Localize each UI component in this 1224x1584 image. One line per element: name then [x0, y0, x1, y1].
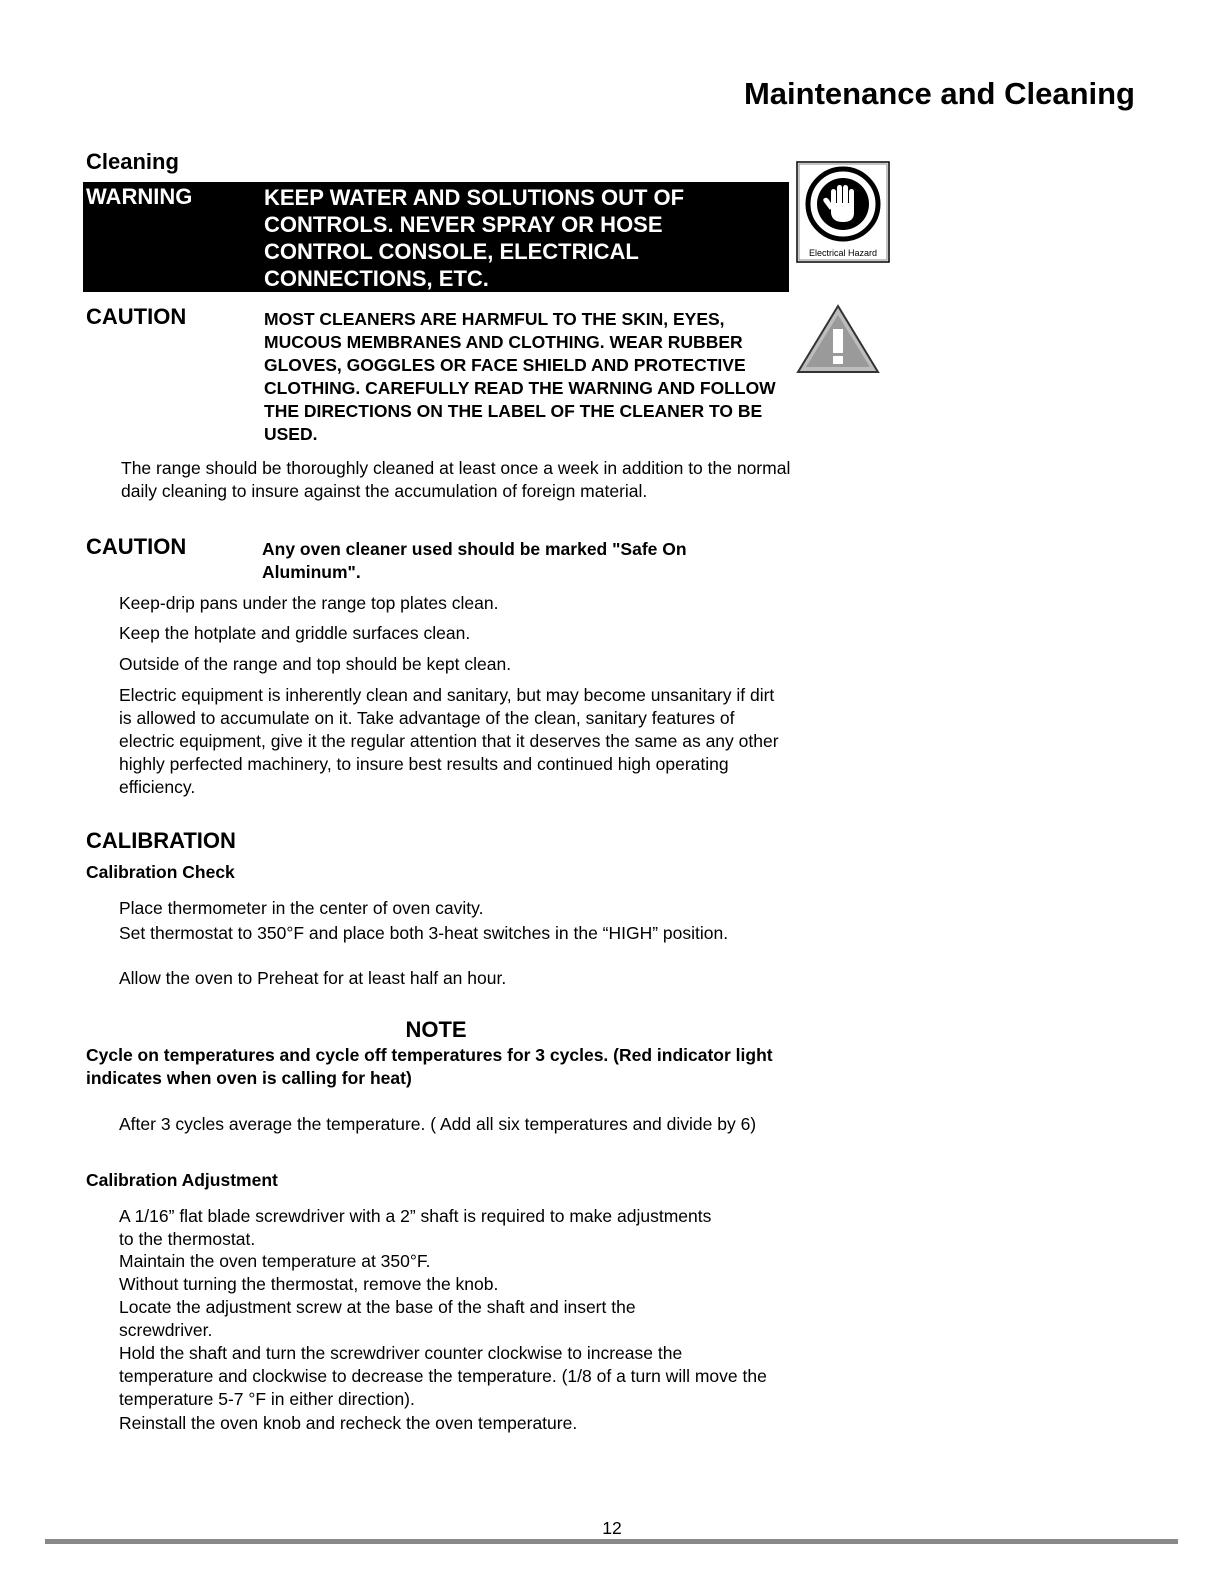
adjust-step: Locate the adjustment screw at the base of the shaft and insert the screwdriver. [119, 1297, 636, 1340]
note-text: Cycle on temperatures and cycle off temperatures for 3 cycles. (Red indicator light indicates when oven is calling for heat) [86, 1045, 773, 1088]
check-step: Allow the oven to Preheat for at least half an hour. [119, 968, 507, 988]
footer-divider [45, 1539, 1178, 1544]
average-paragraph: After 3 cycles average the temperature. ( Add all six temperatures and divide by 6) [119, 1114, 757, 1134]
adjust-step: Maintain the oven temperature at 350°F. [119, 1251, 431, 1271]
tip-item: Keep the hotplate and griddle surfaces clean. [119, 623, 471, 643]
caution-text-1: MOST CLEANERS ARE HARMFUL TO THE SKIN, EYES, MUCOUS MEMBRANES AND CLOTHING. WEAR RUBBER GLOVES, GOGGLES OR FACE SHIELD AND PROTECTIVE CLOTHING. CAREFULLY READ THE WARNING AND FOLLOW THE DIRECTIONS ON THE LABEL OF THE CLEANER TO BE USED. [264, 309, 776, 444]
tip-item: Electric equipment is inherently clean and sanitary, but may become unsanitary if dirt is allowed to accumulate on it. Take advantage of the clean, sanitary features of electric equipment, give it the regular attention that it deserves the same as any other highly perfected machinery, to insure best results and continued high operating efficiency. [119, 685, 779, 797]
adjust-step: Without turning the thermostat, remove the knob. [119, 1274, 499, 1294]
page-number: 12 [602, 1518, 622, 1538]
caution-label-1: CAUTION [86, 304, 187, 329]
calibration-check-heading: Calibration Check [86, 862, 235, 882]
adjust-step: A 1/16” flat blade screwdriver with a 2” shaft is required to make adjustments to the thermostat. [119, 1206, 712, 1249]
tip-item: Outside of the range and top should be kept clean. [119, 654, 512, 674]
check-step: Place thermometer in the center of oven cavity. [119, 898, 484, 918]
cleaning-heading: Cleaning [86, 149, 179, 174]
electrical-hazard-caption: Electrical Hazard [808, 248, 878, 258]
electrical-hazard-icon [796, 161, 890, 263]
warning-label: WARNING [86, 184, 193, 209]
check-step: Set thermostat to 350°F and place both 3-heat switches in the “HIGH” position. [119, 923, 729, 943]
calibration-heading: CALIBRATION [86, 828, 236, 853]
caution-label-2: CAUTION [86, 534, 187, 559]
page-title: Maintenance and Cleaning [743, 76, 1135, 111]
warning-text: KEEP WATER AND SOLUTIONS OUT OF CONTROLS. NEVER SPRAY OR HOSE CONTROL CONSOLE, ELECTRICAL CONNECTIONS, ETC. [264, 185, 685, 291]
calibration-adjustment-heading: Calibration Adjustment [86, 1170, 278, 1190]
note-heading: NOTE [405, 1017, 467, 1042]
caution-text-2: Any oven cleaner used should be marked "Safe On Aluminum". [262, 539, 687, 582]
adjust-step: Hold the shaft and turn the screwdriver counter clockwise to increase the temperature and clockwise to decrease the temperature. (1/8 of a turn will move the temperature 5-7 °F in either direction). [119, 1343, 767, 1409]
tip-item: Keep-drip pans under the range top plates clean. [119, 593, 499, 613]
exclamation-triangle-icon [796, 303, 880, 375]
weekly-cleaning-paragraph: The range should be thoroughly cleaned at least once a week in addition to the normal daily cleaning to insure against the accumulation of foreign material. [121, 458, 791, 501]
warning-box [83, 182, 789, 292]
adjust-step: Reinstall the oven knob and recheck the oven temperature. [119, 1413, 578, 1433]
